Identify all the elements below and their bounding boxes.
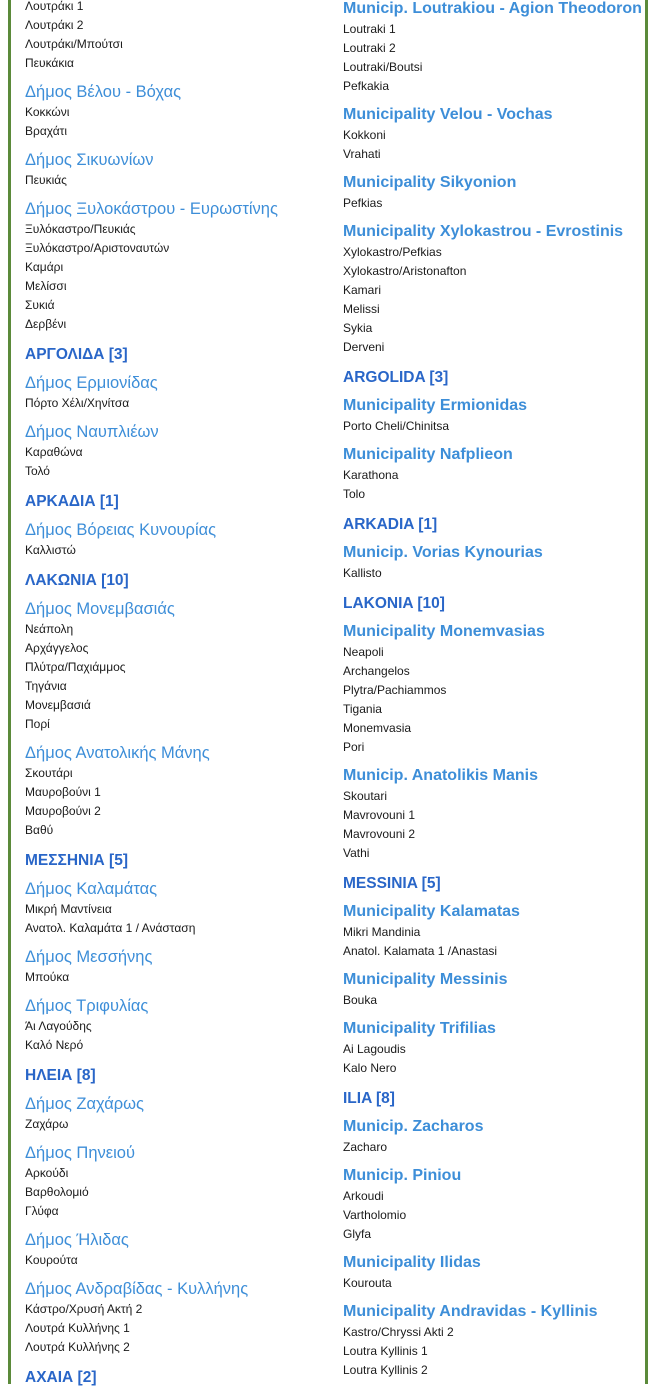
beach-name: Καραθώνα <box>25 445 83 459</box>
beach-name: Loutra Kyllinis 2 <box>343 1363 428 1377</box>
beach-name: Λουτρά Κυλλήνης 2 <box>25 1340 130 1354</box>
municipality-heading: Municipality Andravidas - Kyllinis <box>343 1303 598 1320</box>
beach-name: Λουτράκι 1 <box>25 0 84 13</box>
beach-name: Skoutari <box>343 789 388 803</box>
municipality-group <box>25 519 330 560</box>
municipality-group <box>343 0 648 96</box>
municipality-heading: Δήμος Μονεμβασιάς <box>25 600 175 618</box>
beach-name: Neapoli <box>343 645 384 659</box>
municipality-heading: Δήμος Ήλιδας <box>25 1231 129 1249</box>
region-heading: ΑΡΚΑΔΙΑ [1] <box>25 493 119 510</box>
beach-name: Melissi <box>343 302 380 316</box>
municipality-heading: Municipality Messinis <box>343 971 508 988</box>
beach-name: Glyfa <box>343 1227 372 1241</box>
municipality-heading: Δήμος Ερμιονίδας <box>25 374 158 392</box>
municipality-heading: Municipality Kalamatas <box>343 903 520 920</box>
municipality-group <box>25 1229 330 1270</box>
beach-name: Βραχάτι <box>25 124 68 138</box>
beach-name: Μπούκα <box>25 970 70 984</box>
municipality-group <box>25 995 330 1055</box>
municipality-group <box>25 149 330 190</box>
beach-name: Δερβένι <box>25 317 67 331</box>
english-column <box>343 0 648 1388</box>
region-heading: ΑΡΓΟΛΙΔΑ [3] <box>25 346 128 363</box>
beach-name: Συκιά <box>25 298 55 312</box>
beach-name: Loutraki 1 <box>343 22 396 36</box>
beach-name: Καλλιστώ <box>25 543 76 557</box>
beach-name: Πευκιάς <box>25 173 67 187</box>
beach-name: Ξυλόκαστρο/Αριστοναυτών <box>25 241 170 255</box>
municipality-heading: Municipality Velou - Vochas <box>343 106 553 123</box>
municipality-group <box>25 742 330 840</box>
beach-name: Kalo Nero <box>343 1061 397 1075</box>
municipality-heading: Municipality Xylokastrou - Evrostinis <box>343 223 624 240</box>
municipality-group <box>25 598 330 734</box>
beach-name: Vartholomio <box>343 1208 407 1222</box>
region-heading: MESSINIA [5] <box>343 875 441 892</box>
beach-name: Kokkoni <box>343 128 386 142</box>
municipality-heading: Δήμος Ζαχάρως <box>25 1095 145 1113</box>
region-heading: ARKADIA [1] <box>343 516 438 533</box>
municipality-heading: Δήμος Μεσσήνης <box>25 948 153 966</box>
municipality-group <box>343 542 648 583</box>
municipality-group <box>25 372 330 413</box>
municipality-group <box>343 1116 648 1157</box>
municipality-heading: Δήμος Βόρειας Κυνουρίας <box>25 521 217 539</box>
beach-name: Τολό <box>25 464 50 478</box>
beach-name: Πορί <box>25 717 50 731</box>
municipality-heading: Municip. Zacharos <box>343 1118 484 1135</box>
region-heading: ILIA [8] <box>343 1090 395 1107</box>
beach-name: Ανατολ. Καλαμάτα 1 / Ανάσταση <box>25 921 196 935</box>
beach-name: Τηγάνια <box>25 679 67 693</box>
beach-name: Xylokastro/Pefkias <box>343 245 442 259</box>
municipality-heading: Municip. Piniou <box>343 1167 462 1184</box>
beach-name: Pefkias <box>343 196 383 210</box>
municipality-group <box>25 946 330 987</box>
beach-name: Σκουτάρι <box>25 766 73 780</box>
beach-name: Derveni <box>343 340 385 354</box>
region-heading: ΛΑΚΩΝΙΑ [10] <box>25 572 129 589</box>
municipality-heading: Municipality Ermionidas <box>343 397 528 414</box>
municipality-group <box>25 198 330 334</box>
municipality-heading: Municipality Monemvasias <box>343 623 545 640</box>
beach-name: Λουτράκι/Μπούτσι <box>25 37 123 51</box>
municipality-heading: Δήμος Ανδραβίδας - Κυλλήνης <box>25 1280 249 1298</box>
beach-name: Karathona <box>343 468 399 482</box>
beach-name: Μαυροβούνι 1 <box>25 785 101 799</box>
beach-name: Pefkakia <box>343 79 390 93</box>
municipality-heading: Δήμος Πηνειού <box>25 1144 135 1162</box>
municipality-group <box>25 421 330 481</box>
municipality-group <box>25 878 330 938</box>
beach-name: Archangelos <box>343 664 410 678</box>
municipality-group <box>343 221 648 357</box>
beach-name: Kallisto <box>343 566 382 580</box>
beach-name: Κοκκώνι <box>25 105 70 119</box>
beach-name: Μικρή Μαντίνεια <box>25 902 112 916</box>
municipality-group <box>343 901 648 961</box>
beach-name: Loutra Kyllinis 1 <box>343 1344 428 1358</box>
municipality-heading: Δήμος Ξυλοκάστρου - Ευρωστίνης <box>25 200 278 218</box>
beach-name: Loutraki/Boutsi <box>343 60 423 74</box>
region-heading: LAKONIA [10] <box>343 595 445 612</box>
municipality-group <box>25 1142 330 1221</box>
municipality-group <box>343 172 648 213</box>
municipality-group <box>343 1165 648 1244</box>
municipality-heading: Δήμος Βέλου - Βόχας <box>25 83 182 101</box>
beach-name: Tigania <box>343 702 382 716</box>
beach-name: Μαυροβούνι 2 <box>25 804 101 818</box>
beach-name: Arkoudi <box>343 1189 384 1203</box>
beach-name: Γλύφα <box>25 1204 59 1218</box>
place-list <box>25 0 330 73</box>
beach-name: Sykia <box>343 321 373 335</box>
beach-name: Νεάπολη <box>25 622 74 636</box>
beach-name: Vathi <box>343 846 370 860</box>
municipality-group <box>343 1252 648 1293</box>
municipality-heading: Municipality Trifilias <box>343 1020 496 1037</box>
beach-name: Bouka <box>343 993 378 1007</box>
beach-name: Πόρτο Χέλι/Χηνίτσα <box>25 396 130 410</box>
beach-name: Ξυλόκαστρο/Πευκιάς <box>25 222 136 236</box>
municipality-group <box>343 395 648 436</box>
beach-name: Μονεμβασιά <box>25 698 91 712</box>
region-heading: ΑΧΑΙΑ [2] <box>25 1369 97 1386</box>
municipality-group <box>343 444 648 504</box>
beach-name: Zacharo <box>343 1140 388 1154</box>
beach-name: Πλύτρα/Παχιάμμος <box>25 660 126 674</box>
beach-name: Xylokastro/Aristonafton <box>343 264 467 278</box>
region-heading: ΗΛΕΙΑ [8] <box>25 1067 96 1084</box>
municipality-heading: Municipality Nafplieon <box>343 446 513 463</box>
beach-name: Καλό Νερό <box>25 1038 84 1052</box>
beach-name: Loutraki 2 <box>343 41 396 55</box>
beach-name: Άι Λαγούδης <box>25 1019 92 1033</box>
beach-name: Κάστρο/Χρυσή Ακτή 2 <box>25 1302 143 1316</box>
beach-name: Mavrovouni 2 <box>343 827 416 841</box>
beach-name: Porto Cheli/Chinitsa <box>343 419 450 433</box>
region-heading: ΜΕΣΣΗΝΙΑ [5] <box>25 852 128 869</box>
municipality-heading: Δήμος Ναυπλιέων <box>25 423 159 441</box>
beach-name: Vrahati <box>343 147 381 161</box>
beach-name: Mikri Mandinia <box>343 925 421 939</box>
municipality-heading: Municip. Vorias Kynourias <box>343 544 543 561</box>
beach-name: Mavrovouni 1 <box>343 808 416 822</box>
municipality-group <box>25 1093 330 1134</box>
beach-name: Kamari <box>343 283 382 297</box>
beach-name: Tolo <box>343 487 366 501</box>
beach-name: Monemvasia <box>343 721 412 735</box>
greek-column <box>25 0 330 1395</box>
municipality-heading: Δήμος Τριφυλίας <box>25 997 149 1015</box>
beach-name: Plytra/Pachiammos <box>343 683 447 697</box>
municipality-group <box>343 1301 648 1380</box>
beach-name: Κουρούτα <box>25 1253 78 1267</box>
municipality-heading: Municipality Ilidas <box>343 1254 481 1271</box>
beach-name: Pori <box>343 740 365 754</box>
municipality-group <box>25 81 330 141</box>
municipality-group <box>343 104 648 164</box>
municipality-heading: Municipality Sikyonion <box>343 174 517 191</box>
beach-name: Ζαχάρω <box>25 1117 69 1131</box>
beach-name: Βαθύ <box>25 823 54 837</box>
beach-name: Αρκούδι <box>25 1166 69 1180</box>
beach-name: Anatol. Kalamata 1 /Anastasi <box>343 944 498 958</box>
municipality-heading: Municip. Loutrakiou - Agion Theodoron <box>343 0 642 17</box>
municipality-group <box>343 1018 648 1078</box>
municipality-heading: Δήμος Ανατολικής Μάνης <box>25 744 210 762</box>
municipality-heading: Δήμος Σικυωνίων <box>25 151 154 169</box>
beach-name: Ai Lagoudis <box>343 1042 406 1056</box>
municipality-group <box>343 969 648 1010</box>
beach-name: Kourouta <box>343 1276 392 1290</box>
beach-name: Μελίσσι <box>25 279 67 293</box>
beach-name: Kastro/Chryssi Akti 2 <box>343 1325 454 1339</box>
municipality-heading: Δήμος Καλαμάτας <box>25 880 158 898</box>
beach-name: Πευκάκια <box>25 56 74 70</box>
beach-name: Βαρθολομιό <box>25 1185 89 1199</box>
beach-name: Καμάρι <box>25 260 64 274</box>
beach-name: Αρχάγγελος <box>25 641 89 655</box>
municipality-group <box>343 621 648 757</box>
municipality-group <box>25 1278 330 1357</box>
municipality-heading: Municip. Anatolikis Manis <box>343 767 538 784</box>
beach-name: Λουτρά Κυλλήνης 1 <box>25 1321 130 1335</box>
beach-name: Λουτράκι 2 <box>25 18 84 32</box>
region-heading: ARGOLIDA [3] <box>343 369 449 386</box>
municipality-group <box>343 765 648 863</box>
